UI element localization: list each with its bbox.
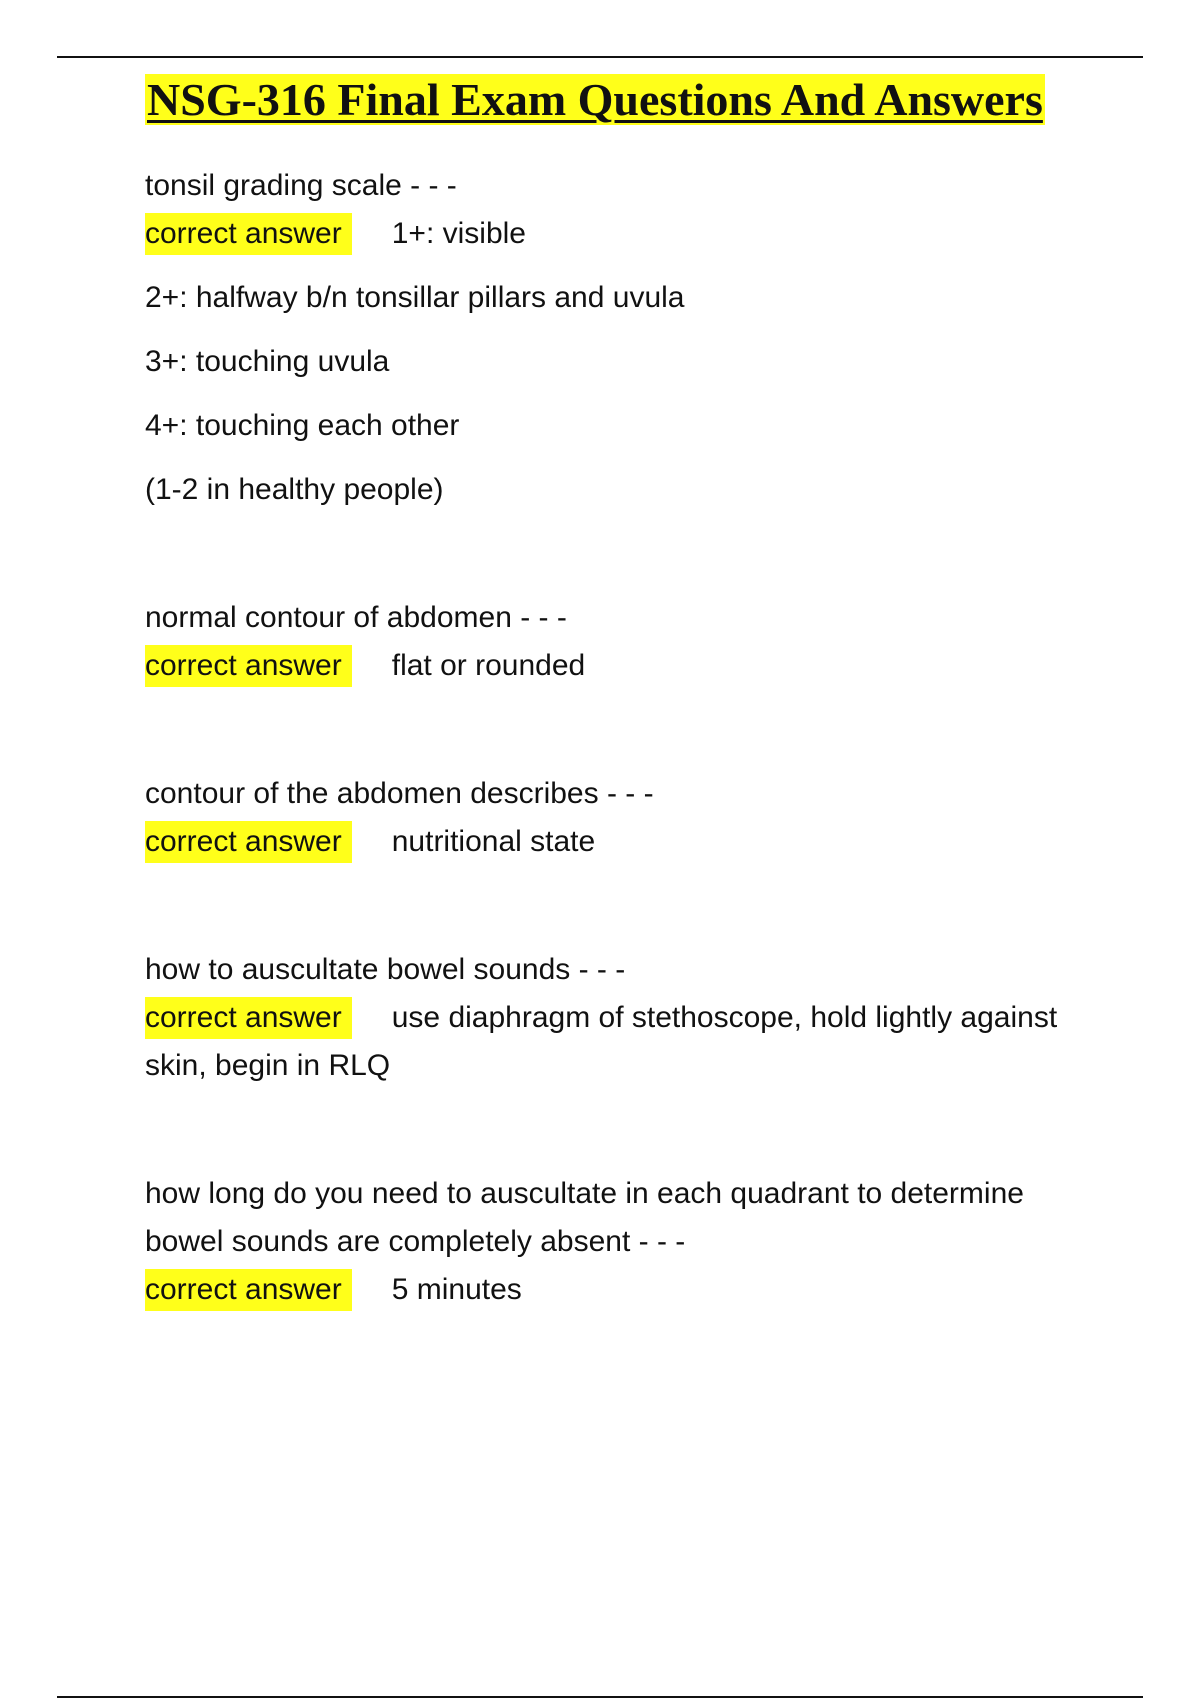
answer-text: 5 minutes xyxy=(391,1273,522,1306)
qa-item xyxy=(145,162,1105,514)
document-title: NSG-316 Final Exam Questions And Answers xyxy=(147,74,1043,125)
answer-row xyxy=(145,994,1105,1090)
correct-answer-tag: correct answer xyxy=(145,997,352,1039)
qa-item xyxy=(145,770,1105,866)
correct-answer-tag: correct answer xyxy=(145,213,352,255)
question-text: how long do you need to auscultate in each quadrant to determine bowel sounds are completely absent - - - xyxy=(145,1177,1024,1258)
correct-answer-tag: correct answer xyxy=(145,645,352,687)
qa-item xyxy=(145,946,1105,1090)
bottom-divider xyxy=(57,1696,1143,1698)
answer-text: use diaphragm of stethoscope, hold lightly against skin, begin in RLQ xyxy=(145,1001,1058,1082)
correct-answer-tag: correct answer xyxy=(145,1269,352,1311)
qa-list xyxy=(145,162,1105,1314)
question-text: normal contour of abdomen - - - xyxy=(145,601,567,634)
answer-line: 4+: touching each other xyxy=(145,409,460,442)
answer-row xyxy=(145,1266,1105,1314)
correct-answer-tag: correct answer xyxy=(145,821,352,863)
qa-item xyxy=(145,594,1105,690)
answer-line: 3+: touching uvula xyxy=(145,345,390,378)
question-text: tonsil grading scale - - - xyxy=(145,169,457,202)
question-text: contour of the abdomen describes - - - xyxy=(145,777,654,810)
answer-row xyxy=(145,210,1105,258)
answer-line: (1-2 in healthy people) xyxy=(145,473,444,506)
top-divider xyxy=(57,56,1143,58)
question-text: how to auscultate bowel sounds - - - xyxy=(145,953,626,986)
answer-text: 1+: visible xyxy=(391,217,526,250)
answer-text: nutritional state xyxy=(391,825,596,858)
title-block xyxy=(145,72,1105,132)
document-body xyxy=(145,72,1105,1314)
answer-text: flat or rounded xyxy=(391,649,586,682)
answer-line: 2+: halfway b/n tonsillar pillars and uvula xyxy=(145,281,685,314)
answer-row xyxy=(145,818,1105,866)
qa-item xyxy=(145,1170,1105,1314)
answer-row xyxy=(145,642,1105,690)
